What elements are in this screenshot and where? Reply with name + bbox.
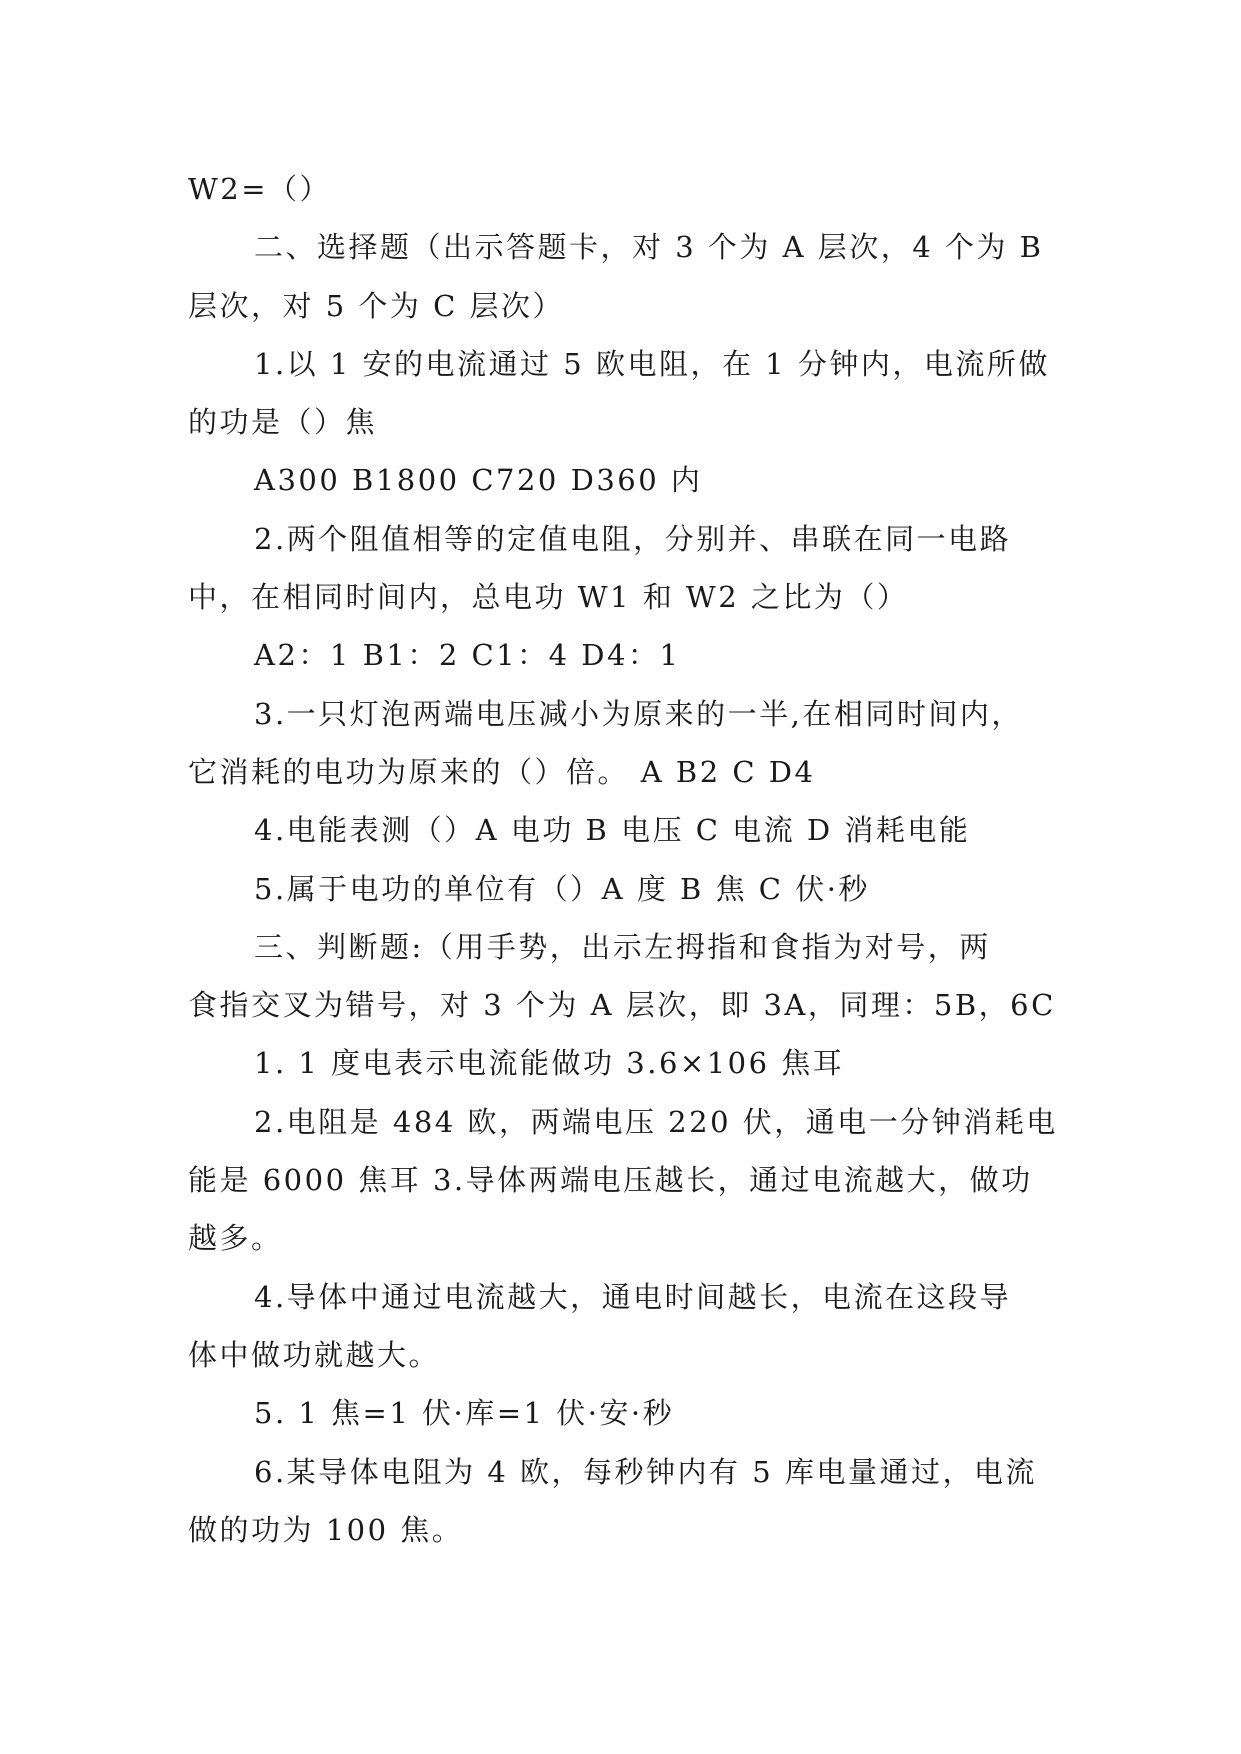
text-line: 的功是（）焦 xyxy=(188,405,378,440)
question-1: 1.以 1 安的电流通过 5 欧电阻，在 1 分钟内，电流所做 xyxy=(254,346,1050,381)
question-4: 4.电能表测（）A 电功 B 电压 C 电流 D 消耗电能 xyxy=(254,813,971,848)
text-line: 越多。 xyxy=(188,1221,283,1256)
question-5: 5.属于电功的单位有（）A 度 B 焦 C 伏·秒 xyxy=(254,871,870,906)
section-heading-judgement: 三、判断题:（用手势，出示左拇指和食指为对号，两 xyxy=(254,929,991,964)
text-line: 层次，对 5 个为 C 层次） xyxy=(188,288,565,323)
text-line: W2=（） xyxy=(188,172,332,206)
document-body xyxy=(188,160,1058,1559)
question-2: 2.两个阻值相等的定值电阻，分别并、串联在同一电路 xyxy=(254,521,1012,556)
text-line: 做的功为 100 焦。 xyxy=(188,1512,464,1547)
options-2: A2：1 B1：2 C1：4 D4：1 xyxy=(254,638,681,673)
text-line: 能是 6000 焦耳 3.导体两端电压越长，通过电流越大，做功 xyxy=(188,1163,1033,1198)
question-3: 3.一只灯泡两端电压减小为原来的一半,在相同时间内， xyxy=(254,696,1023,731)
text-line: 体中做功就越大。 xyxy=(188,1337,441,1372)
statement-1: 1. 1 度电表示电流能做功 3.6×106 焦耳 xyxy=(254,1046,845,1081)
statement-6: 6.某导体电阻为 4 欧，每秒钟内有 5 库电量通过，电流 xyxy=(254,1454,1037,1489)
section-heading-choice: 二、选择题（出示答题卡，对 3 个为 A 层次，4 个为 B xyxy=(254,230,1044,265)
statement-4: 4.导体中通过电流越大，通电时间越长，电流在这段导 xyxy=(254,1279,1012,1314)
options-1: A300 B1800 C720 D360 内 xyxy=(254,463,703,498)
text-line: 中，在相同时间内，总电功 W1 和 W2 之比为（） xyxy=(188,580,909,615)
statement-5: 5. 1 焦=1 伏·库=1 伏·安·秒 xyxy=(254,1396,675,1431)
statement-2: 2.电阻是 484 欧，两端电压 220 伏，通电一分钟消耗电 xyxy=(254,1104,1058,1139)
text-line: 它消耗的电功为原来的（）倍。 A B2 C D4 xyxy=(188,754,816,789)
text-line: 食指交叉为错号，对 3 个为 A 层次，即 3A，同理：5B，6C xyxy=(188,988,1056,1023)
